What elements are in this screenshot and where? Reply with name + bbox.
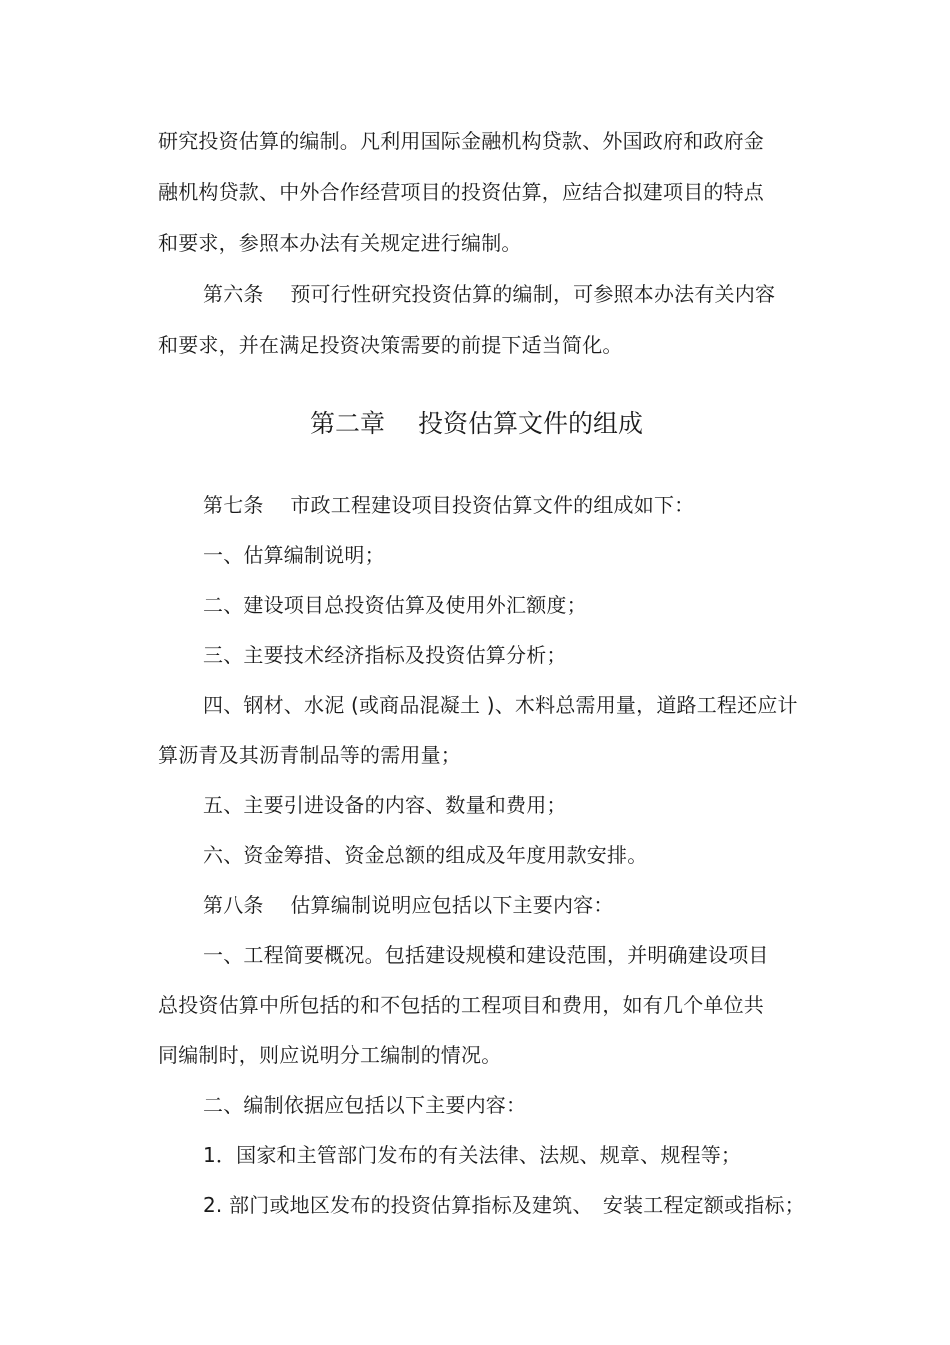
body-line: 融机构贷款、中外合作经营项目的投资估算，应结合拟建项目的特点 [158, 180, 764, 204]
list-item: 二、编制依据应包括以下主要内容： [203, 1093, 527, 1117]
list-item: 五、主要引进设备的内容、数量和费用； [203, 793, 567, 817]
list-item: 二、建设项目总投资估算及使用外汇额度； [203, 593, 587, 617]
chapter-title: 第二章 投资估算文件的组成 [310, 409, 643, 438]
list-item: 2. 部门或地区发布的投资估算指标及建筑、 安装工程定额或指标； [203, 1193, 805, 1217]
body-line: 研究投资估算的编制。凡利用国际金融机构贷款、外国政府和政府金 [158, 129, 764, 153]
list-item: 六、资金筹措、资金总额的组成及年度用款安排。 [203, 843, 648, 867]
body-line: 同编制时，则应说明分工编制的情况。 [158, 1043, 502, 1067]
body-line: 算沥青及其沥青制品等的需用量； [158, 743, 461, 767]
article-6-line: 第六条 预可行性研究投资估算的编制，可参照本办法有关内容 [203, 282, 776, 306]
body-line: 和要求，参照本办法有关规定进行编制。 [158, 231, 522, 255]
list-item: 四、钢材、水泥 (或商品混凝土 )、木料总需用量，道路工程还应计 [203, 693, 798, 717]
list-item: 三、主要技术经济指标及投资估算分析； [203, 643, 567, 667]
body-line: 和要求，并在满足投资决策需要的前提下适当简化。 [158, 333, 623, 357]
article-8-line: 第八条 估算编制说明应包括以下主要内容： [203, 893, 614, 917]
list-item: 一、估算编制说明； [203, 543, 385, 567]
list-item: 一、工程简要概况。包括建设规模和建设范围，并明确建设项目 [203, 943, 769, 967]
body-line: 总投资估算中所包括的和不包括的工程项目和费用，如有几个单位共 [158, 993, 764, 1017]
list-item: 1．国家和主管部门发布的有关法律、法规、规章、规程等； [203, 1143, 742, 1167]
article-7-line: 第七条 市政工程建设项目投资估算文件的组成如下： [203, 493, 695, 517]
